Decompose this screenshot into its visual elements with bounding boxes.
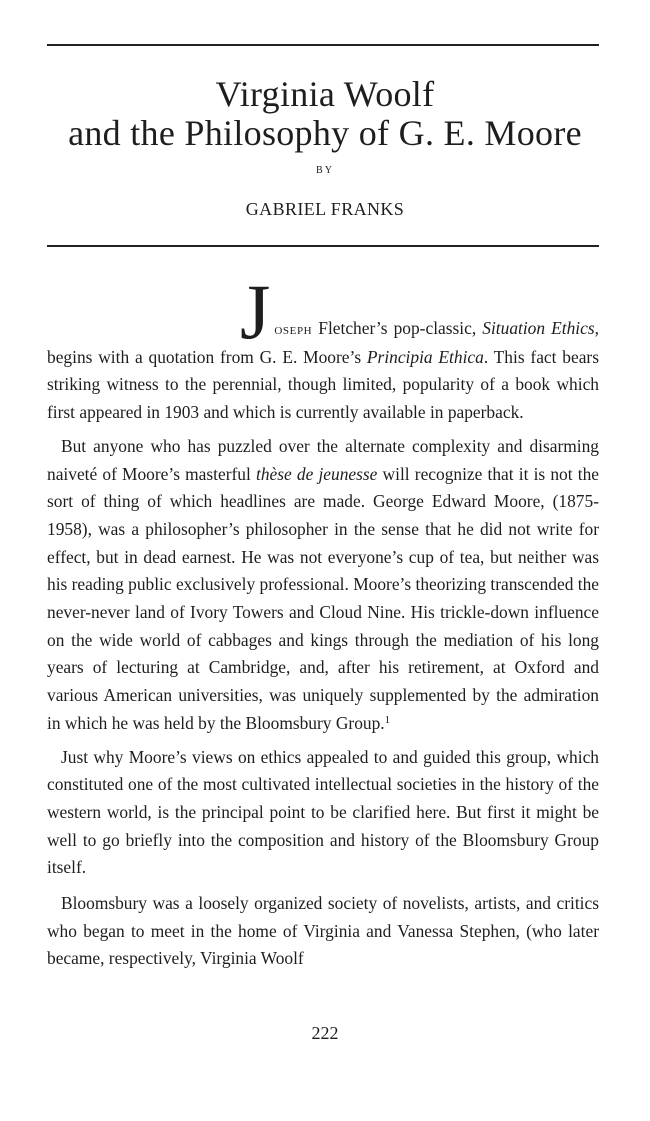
byline-label: BY — [316, 165, 334, 176]
paragraph-2-text-b: will recognize that it is not the sort of thing of which headlines are made. George Edward Moore, (1875-1958), was a philosopher’s philosopher in the sense that he did not write for effect, but in dead earnest. He was not everyone’s cup of tea, but neither was his reading public exclusively professional. Moore’s theorizing transcended the never-never land of Ivory Towers and Cloud Nine. His trickle-down influence on the wide world of cabbages and kings through the mediation of his long years of lecturing at Cambridge, and, after his retirement, at Oxford and various American universities, was uniquely supplemented by the admiration in which he was held by the Bloomsbury Group. — [47, 463, 599, 733]
paragraph-1 — [47, 268, 599, 427]
small-caps-lead: oseph — [274, 321, 313, 338]
page-number: 222 — [311, 1023, 339, 1043]
paragraph-1-text-b: , begins with a quotation from G. E. Moore’s — [47, 318, 599, 367]
article-title-line-1: Virginia Woolf — [215, 74, 435, 114]
paragraph-1-text-a: Fletcher’s pop-classic, — [312, 318, 483, 338]
drop-cap: J — [240, 268, 271, 355]
paragraph-4: Bloomsbury was a loosely organized society of novelists, artists, and critics who began to meet in the home of Virginia and Vanessa Stephen, (who later became, respectively, Virginia Woolf — [47, 893, 599, 969]
paragraph-3: Just why Moore’s views on ethics appealed to and guided this group, which constituted one of the most cultivated intellectual societies in the history of the western world, is the principal point to be clarified here. But first it might be well to go briefly into the composition and history of the Bloomsbury Group itself. — [47, 746, 599, 878]
bottom-rule — [47, 245, 599, 247]
author-name: GABRIEL FRANKS — [245, 199, 405, 219]
paragraph-1-text-c: . This fact bears striking witness to the perennial, though limited, popularity of a book which first appeared in 1903 and which is currently available in paperback. — [47, 346, 599, 423]
top-rule — [47, 44, 599, 46]
paragraph-2 — [47, 433, 599, 738]
footnote-marker[interactable]: 1 — [384, 713, 391, 726]
book-title-situation-ethics: Situation Ethics — [482, 318, 595, 338]
article-body — [47, 268, 599, 973]
book-title-principia-ethica: Principia Ethica — [366, 346, 484, 367]
paragraph-2-text-a: But anyone who has puzzled over the alternate complexity and disarming naiveté of Moore’s masterful — [47, 435, 599, 484]
italic-these-de-jeunesse: thèse de jeunesse — [256, 463, 378, 484]
article-title-line-2: and the Philosophy of G. E. Moore — [68, 113, 582, 153]
